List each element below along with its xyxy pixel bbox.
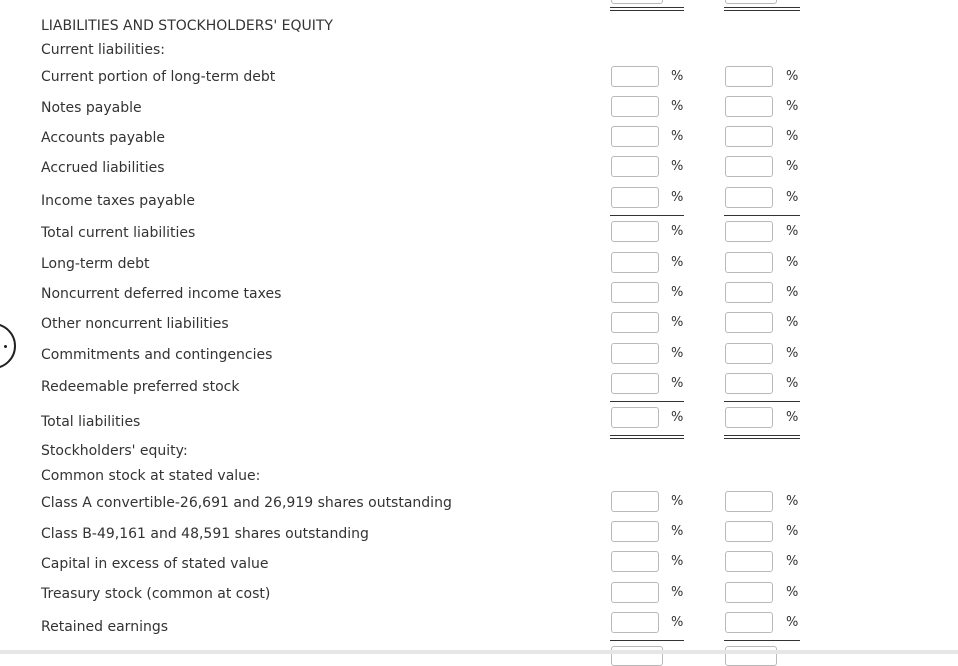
percent-sign: % xyxy=(671,376,684,391)
row-label: Treasury stock (common at cost) xyxy=(41,586,271,602)
percent-sign: % xyxy=(786,255,799,270)
row-label: Other noncurrent liabilities xyxy=(41,316,229,332)
top-partial-input-b[interactable] xyxy=(725,0,777,4)
percent-input-b[interactable] xyxy=(725,187,773,208)
percent-input-a[interactable] xyxy=(611,312,659,333)
percent-input-b[interactable] xyxy=(725,582,773,603)
percent-sign: % xyxy=(786,315,799,330)
total-liabilities-rule-b xyxy=(724,401,800,402)
percent-sign: % xyxy=(786,376,799,391)
percent-input-a[interactable] xyxy=(611,373,659,394)
percent-input-b[interactable] xyxy=(725,551,773,572)
row-label: Income taxes payable xyxy=(41,193,195,209)
percent-sign: % xyxy=(671,315,684,330)
percent-sign: % xyxy=(671,69,684,84)
percent-sign: % xyxy=(786,190,799,205)
percent-input-a[interactable] xyxy=(611,252,659,273)
percent-input-a[interactable] xyxy=(611,96,659,117)
percent-sign: % xyxy=(671,346,684,361)
row-label: Noncurrent deferred income taxes xyxy=(41,286,282,302)
percent-input-a[interactable] xyxy=(611,491,659,512)
current-liabilities-heading: Current liabilities: xyxy=(41,42,165,58)
percent-sign: % xyxy=(671,585,684,600)
percent-sign: % xyxy=(671,494,684,509)
percent-input-b[interactable] xyxy=(725,221,773,242)
row-label: Retained earnings xyxy=(41,619,169,635)
row-label: Total current liabilities xyxy=(41,225,196,241)
percent-sign: % xyxy=(671,224,684,239)
total-liabilities-double-rule-b xyxy=(724,435,800,436)
percent-input-b[interactable] xyxy=(725,373,773,394)
subtotal-rule-b xyxy=(724,215,800,216)
percent-sign: % xyxy=(671,190,684,205)
retained-earnings-rule-a xyxy=(610,640,684,641)
percent-input-a[interactable] xyxy=(611,282,659,303)
percent-sign: % xyxy=(786,585,799,600)
percent-input-b[interactable] xyxy=(725,312,773,333)
row-label: Current portion of long-term debt xyxy=(41,69,276,85)
percent-sign: % xyxy=(786,159,799,174)
percent-input-b[interactable] xyxy=(725,126,773,147)
percent-input-a[interactable] xyxy=(611,156,659,177)
subtotal-rule-a xyxy=(610,215,684,216)
percent-input-b[interactable] xyxy=(725,66,773,87)
side-nav-button[interactable] xyxy=(0,323,16,369)
percent-input-a[interactable] xyxy=(611,343,659,364)
bottom-partial-input-a[interactable] xyxy=(611,646,663,666)
percent-input-b[interactable] xyxy=(725,407,773,428)
percent-input-a[interactable] xyxy=(611,66,659,87)
percent-sign: % xyxy=(671,524,684,539)
percent-input-a[interactable] xyxy=(611,187,659,208)
percent-input-a[interactable] xyxy=(611,551,659,572)
percent-input-b[interactable] xyxy=(725,282,773,303)
percent-input-b[interactable] xyxy=(725,491,773,512)
percent-input-a[interactable] xyxy=(611,582,659,603)
percent-input-a[interactable] xyxy=(611,612,659,633)
row-label: Long-term debt xyxy=(41,256,150,272)
percent-input-b[interactable] xyxy=(725,612,773,633)
percent-sign: % xyxy=(786,346,799,361)
percent-sign: % xyxy=(786,224,799,239)
percent-sign: % xyxy=(671,615,684,630)
percent-sign: % xyxy=(786,285,799,300)
percent-input-b[interactable] xyxy=(725,252,773,273)
percent-sign: % xyxy=(786,554,799,569)
percent-sign: % xyxy=(671,554,684,569)
total-liabilities-double-rule-a2 xyxy=(610,438,684,439)
percent-input-b[interactable] xyxy=(725,521,773,542)
total-liabilities-rule-a xyxy=(610,401,684,402)
row-label: Accrued liabilities xyxy=(41,160,165,176)
percent-sign: % xyxy=(786,615,799,630)
top-total-rule-a2 xyxy=(610,10,684,11)
top-total-rule-a xyxy=(610,7,684,8)
top-total-rule-b xyxy=(724,7,800,8)
percent-sign: % xyxy=(786,129,799,144)
percent-sign: % xyxy=(786,494,799,509)
total-liabilities-double-rule-b2 xyxy=(724,438,800,439)
percent-input-a[interactable] xyxy=(611,221,659,242)
percent-input-b[interactable] xyxy=(725,156,773,177)
percent-input-a[interactable] xyxy=(611,407,659,428)
row-label: Total liabilities xyxy=(41,414,141,430)
row-label: Class B-49,161 and 48,591 shares outstanding xyxy=(41,526,369,542)
percent-sign: % xyxy=(786,99,799,114)
percent-input-a[interactable] xyxy=(611,126,659,147)
section-title: LIABILITIES AND STOCKHOLDERS' EQUITY xyxy=(41,18,333,34)
total-liabilities-double-rule-a xyxy=(610,435,684,436)
row-label: Redeemable preferred stock xyxy=(41,379,240,395)
retained-earnings-rule-b xyxy=(724,640,800,641)
stockholders-equity-heading: Stockholders' equity: xyxy=(41,443,188,459)
percent-input-a[interactable] xyxy=(611,521,659,542)
top-total-rule-b2 xyxy=(724,10,800,11)
percent-sign: % xyxy=(671,410,684,425)
row-label: Commitments and contingencies xyxy=(41,347,273,363)
top-partial-input-a[interactable] xyxy=(611,0,663,4)
percent-sign: % xyxy=(671,129,684,144)
percent-sign: % xyxy=(671,99,684,114)
nav-dot-icon xyxy=(4,345,7,348)
percent-sign: % xyxy=(786,524,799,539)
percent-sign: % xyxy=(786,410,799,425)
percent-input-b[interactable] xyxy=(725,96,773,117)
row-label: Class A convertible-26,691 and 26,919 shares outstanding xyxy=(41,495,452,511)
percent-sign: % xyxy=(671,285,684,300)
percent-sign: % xyxy=(671,159,684,174)
row-label: Notes payable xyxy=(41,100,142,116)
horizontal-scrollbar[interactable] xyxy=(0,650,958,654)
percent-input-b[interactable] xyxy=(725,343,773,364)
row-label: Capital in excess of stated value xyxy=(41,556,269,572)
common-stock-heading: Common stock at stated value: xyxy=(41,468,261,484)
percent-sign: % xyxy=(786,69,799,84)
bottom-partial-input-b[interactable] xyxy=(725,646,777,666)
row-label: Accounts payable xyxy=(41,130,165,146)
percent-sign: % xyxy=(671,255,684,270)
